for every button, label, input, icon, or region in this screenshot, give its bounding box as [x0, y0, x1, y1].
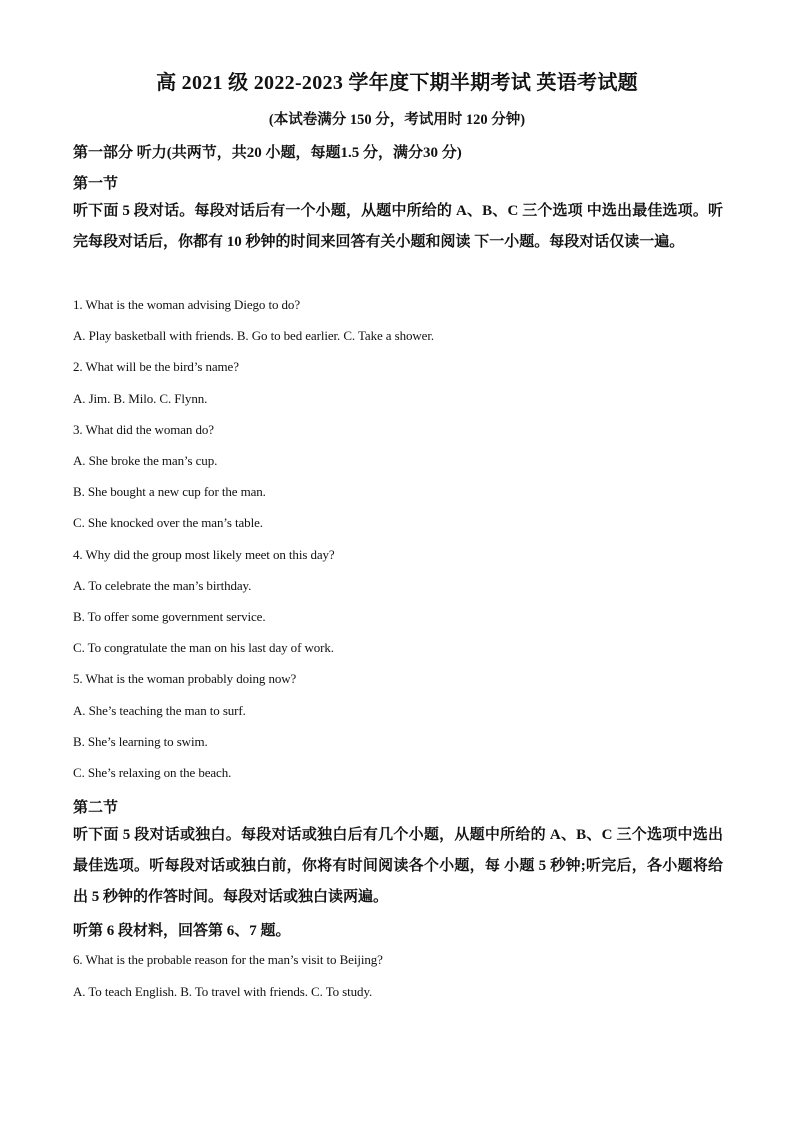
question-4-option-b: B. To offer some government service. [73, 609, 266, 624]
question-5-option-b: B. She’s learning to swim. [73, 734, 208, 749]
question-5-option-c: C. She’s relaxing on the beach. [73, 765, 232, 780]
exam-title: 高 2021 级 2022-2023 学年度下期半期考试 英语考试题 [156, 72, 638, 94]
question-3-option-b: B. She bought a new cup for the man. [73, 484, 266, 499]
question-1-options: A. Play basketball with friends. B. Go to bed earlier. C. Take a shower. [73, 328, 434, 343]
question-5: 5. What is the woman probably doing now? [73, 671, 297, 686]
question-6-options: A. To teach English. B. To travel with friends. C. To study. [73, 984, 373, 999]
section2-instructions: 听下面 5 段对话或独白。每段对话或独白后有几个小题，从题中所给的 A、B、C 三个选项中选出最佳选项。听每段对话或独白前，你将有时间阅读各个小题，每 小题 5 秒钟;听完后，各小题将给出 5 秒钟的作答时间。每段对话或独白读两遍。 [73, 827, 723, 905]
question-3: 3. What did the woman do? [73, 422, 214, 437]
question-3-option-a: A. She broke the man’s cup. [73, 453, 218, 468]
material-6-heading: 听第 6 段材料，回答第 6、7 题。 [73, 923, 291, 939]
question-4-option-c: C. To congratulate the man on his last day of work. [73, 640, 334, 655]
part1-heading: 第一部分 听力(共两节，共20 小题，每题1.5 分，满分30 分) [73, 145, 462, 161]
question-4: 4. Why did the group most likely meet on this day? [73, 547, 335, 562]
question-2-options: A. Jim. B. Milo. C. Flynn. [73, 391, 208, 406]
exam-subtitle: (本试卷满分 150 分，考试用时 120 分钟) [268, 112, 526, 128]
question-1: 1. What is the woman advising Diego to do? [73, 297, 300, 312]
question-6: 6. What is the probable reason for the man’s visit to Beijing? [73, 952, 383, 967]
question-2: 2. What will be the bird’s name? [73, 359, 239, 374]
question-4-option-a: A. To celebrate the man’s birthday. [73, 578, 252, 593]
section2-heading: 第二节 [73, 800, 119, 816]
section1-instructions: 听下面 5 段对话。每段对话后有一个小题，从题中所给的 A、B、C 三个选项 中选出最佳选项。听完每段对话后，你都有 10 秒钟的时间来回答有关小题和阅读 下一小题。每段对话仅读一遍。 [73, 203, 723, 250]
section1-heading: 第一节 [73, 176, 119, 192]
question-5-option-a: A. She’s teaching the man to surf. [73, 703, 246, 718]
question-3-option-c: C. She knocked over the man’s table. [73, 515, 263, 530]
